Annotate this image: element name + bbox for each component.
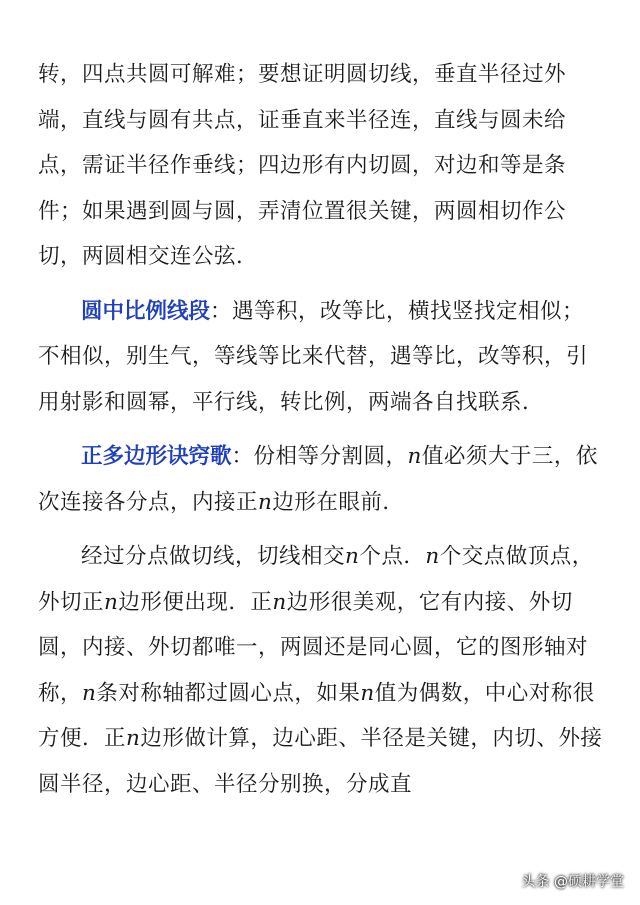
variable-n: n xyxy=(360,680,375,706)
watermark: 头条 @硕耕学堂 xyxy=(521,874,624,890)
regular-polygon-text-b: 值必须大于三，依次连接各分点，内接正 xyxy=(38,444,598,515)
regular-polygon-text-c: 边形在眼前． xyxy=(272,489,405,515)
heading-proportional-segments: 圆中比例线段 xyxy=(81,298,211,324)
paragraph-circle-rules: 转，四点共圆可解难；要想证明圆切线，垂直半径过外端，直线与圆有共点，证垂直来半径连，直线与圆未给点，需证半径作垂线；四边形有内切圆，对边和等是条件；如果遇到圆与圆，弄清位置很关键，两圆相切作公切，两圆相交连公弦． xyxy=(38,62,567,269)
text-segment: 值为偶数，中心对称很方便．正 xyxy=(38,680,595,751)
text-segment: 条对称轴都过圆心点，如果 xyxy=(96,680,361,706)
variable-n: n xyxy=(272,589,287,615)
paragraph-regular-polygon xyxy=(38,434,606,525)
variable-n: n xyxy=(104,589,119,615)
variable-n: n xyxy=(407,444,422,469)
variable-n: n xyxy=(345,544,360,569)
text-segment: 个点． xyxy=(359,544,426,569)
variable-n: n xyxy=(126,726,141,751)
variable-n: n xyxy=(258,489,273,515)
heading-regular-polygon: 正多边形诀窍歌 xyxy=(81,444,232,469)
text-segment: 边形做计算，边心距、半径是关键，内切、外接圆半径，边心距、半径分别换，分成直 xyxy=(38,726,603,797)
text-segment: 边形便出现．正 xyxy=(118,589,273,615)
paragraph-proportional-segments xyxy=(38,289,606,426)
proportional-segments-text: ：遇等积，改等比，横找竖找定相似；不相似，别生气，等线等比来代替，遇等比，改等积，引用射影和圆幂，平行线，转比例，两端各自找联系． xyxy=(38,298,589,415)
text-segment: 个交点做顶点，外切正 xyxy=(38,544,594,615)
document-body xyxy=(38,52,606,807)
paragraph-tangent-polygon xyxy=(38,534,606,807)
variable-n: n xyxy=(82,680,97,706)
variable-n: n xyxy=(425,544,440,569)
text-segment: 经过分点做切线，切线相交 xyxy=(81,544,346,569)
text-segment: 边形很美观，它有内接、外切圆，内接、外切都唯一，两圆还是同心圆，它的图形轴对称， xyxy=(38,589,589,706)
regular-polygon-text-a: ：份相等分割圆， xyxy=(231,444,408,469)
